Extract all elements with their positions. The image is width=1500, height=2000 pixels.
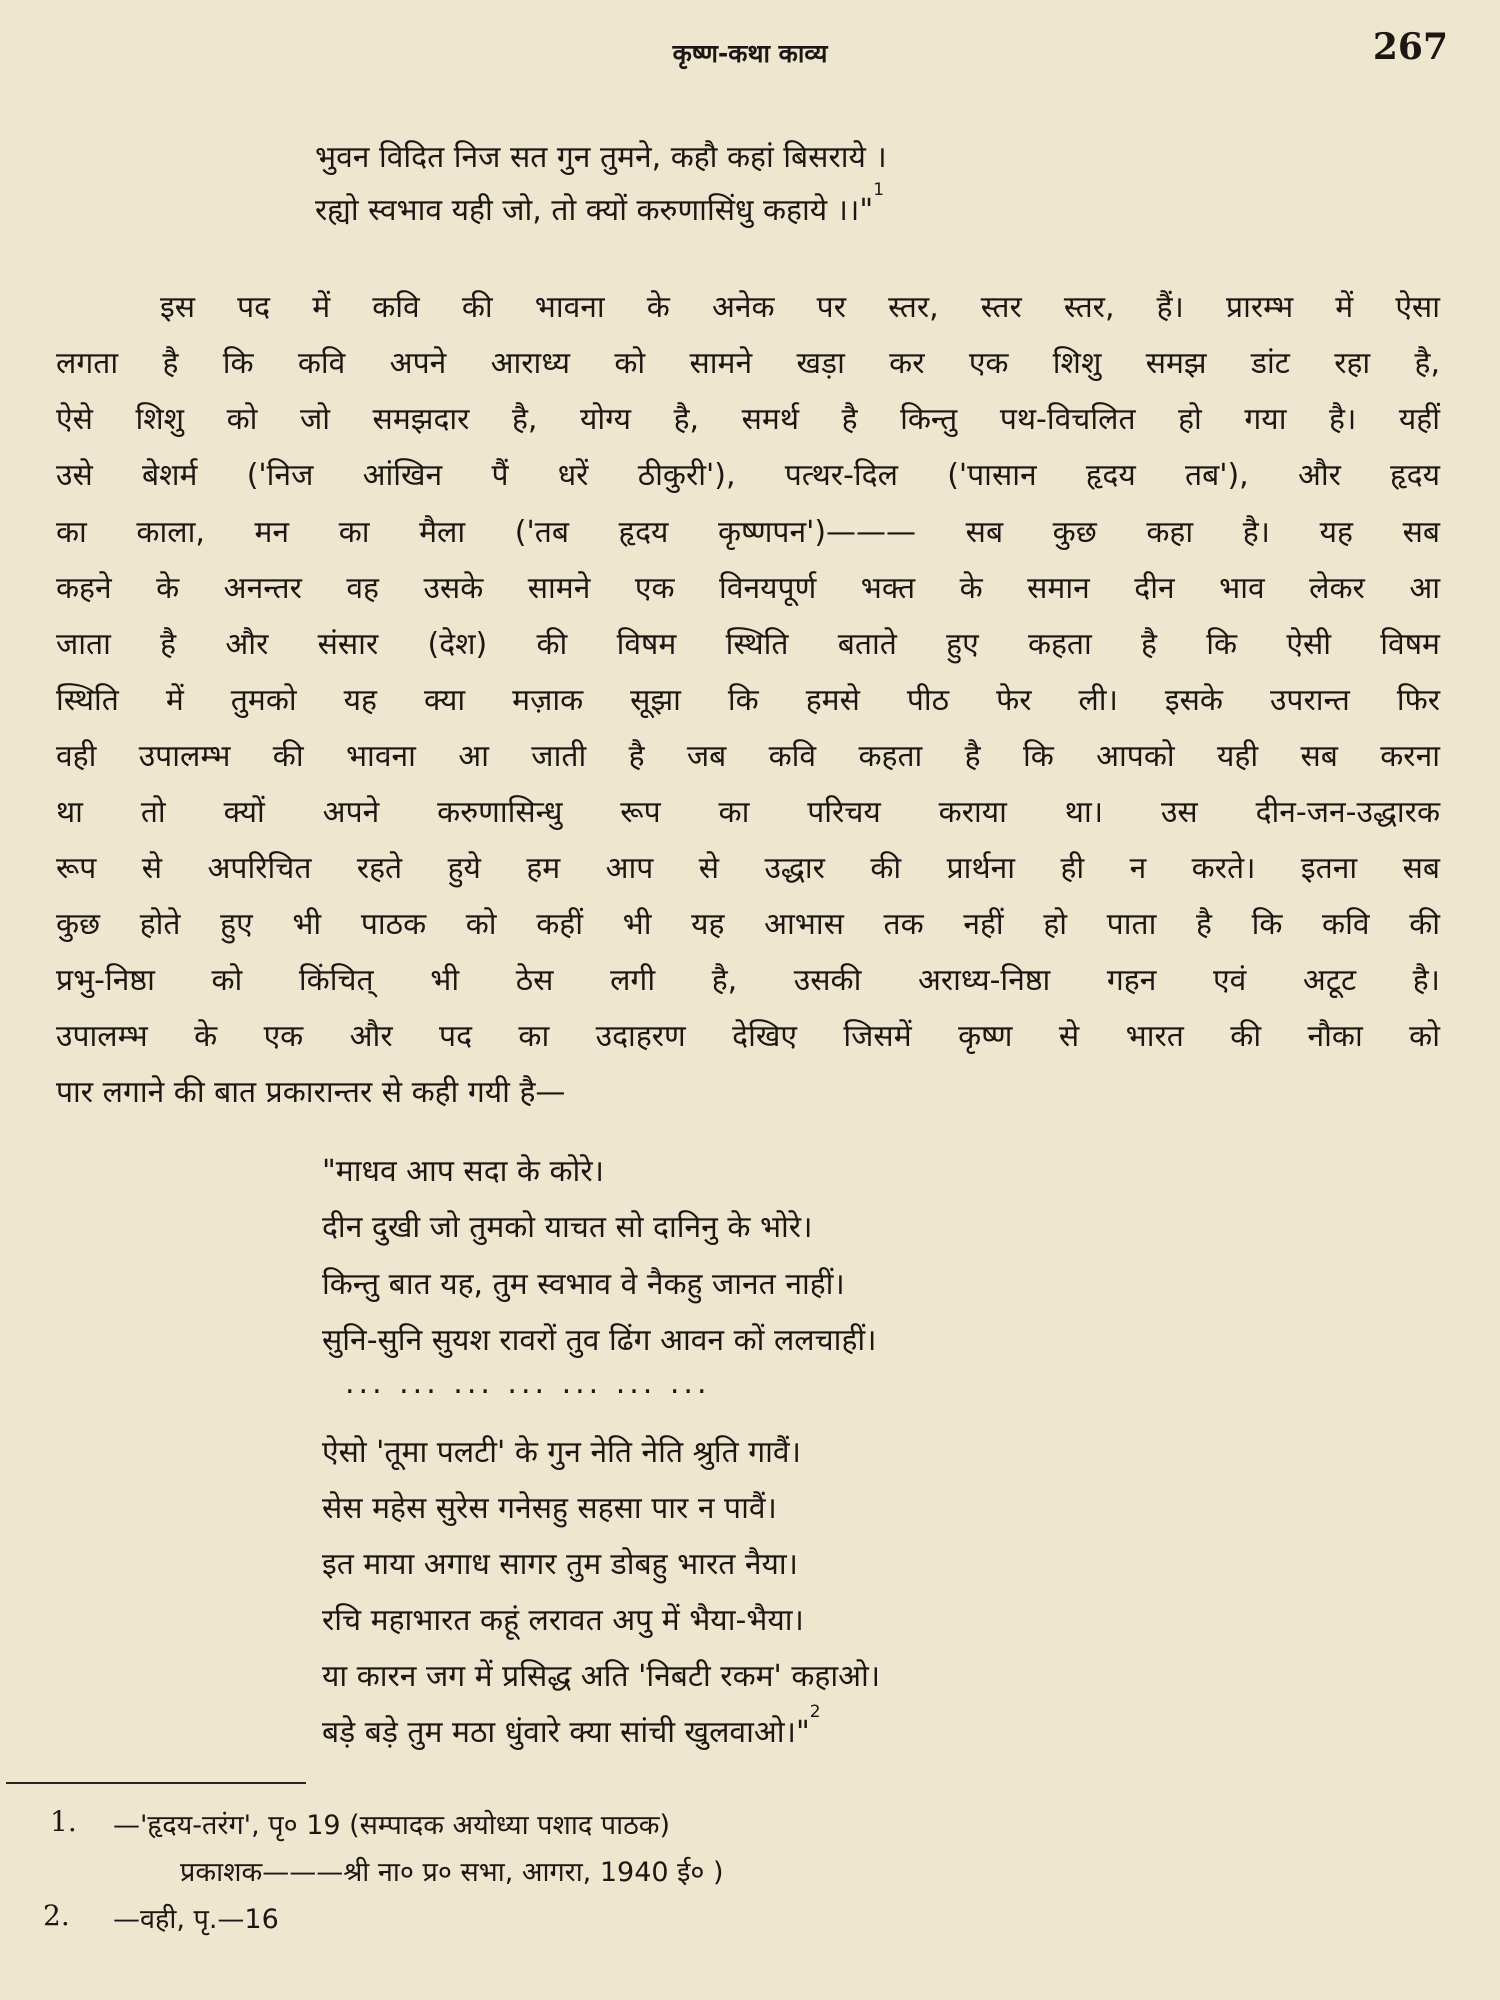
verse-ellipsis: ... ... ... ... ... ... ... <box>345 1366 711 1401</box>
prose-line: उसे बेशर्म ('निज आंखिन पैं धरें ठीकुरी'), पत्थर-दिल ('पासान हृदय तब'), और हृदय <box>56 458 1440 493</box>
verse-line: सेस महेस सुरेस गनेसहु सहसा पार न पावैं। <box>322 1491 777 1526</box>
prose-line: इस पद में कवि की भावना के अनेक पर स्तर, स्तर स्तर, हैं। प्रारम्भ में ऐसा <box>160 290 1440 325</box>
footnote-number: 2. <box>43 1899 70 1932</box>
verse-line: रचि महाभारत कहूं लरावत अपु में भैया-भैया। <box>322 1603 804 1638</box>
verse-line <box>322 1702 821 1751</box>
prose-line: ऐसे शिशु को जो समझदार है, योग्य है, समर्थ है किन्तु पथ-विचलित हो गया है। यहीं <box>56 402 1440 437</box>
prose-line: पार लगाने की बात प्रकारान्तर से कही गयी है— <box>56 1075 566 1110</box>
verse-line: या कारन जग में प्रसिद्ध अति 'निबटी रकम' कहाओ। <box>322 1659 881 1694</box>
footnote-ref-2: 2 <box>809 1702 821 1722</box>
verse-line <box>315 180 885 229</box>
prose-line: लगता है कि कवि अपने आराध्य को सामने खड़ा कर एक शिशु समझ डांट रहा है, <box>56 346 1440 381</box>
verse-line-text: रह्यो स्वभाव यही जो, तो क्यों करुणासिंधु कहाये ।।" <box>315 193 874 228</box>
verse-line: इत माया अगाध सागर तुम डोबहु भारत नैया। <box>322 1547 799 1582</box>
verse-line: दीन दुखी जो तुमको याचत सो दानिनु के भोरे। <box>322 1210 813 1245</box>
prose-line: वही उपालम्भ की भावना आ जाती है जब कवि कहता है कि आपको यही सब करना <box>56 739 1440 774</box>
prose-line: रूप से अपरिचित रहते हुये हम आप से उद्धार की प्रार्थना ही न करते। इतना सब <box>56 851 1440 886</box>
prose-line: प्रभु-निष्ठा को किंचित् भी ठेस लगी है, उसकी अराध्य-निष्ठा गहन एवं अटूट है। <box>56 963 1440 998</box>
page-number: 267 <box>1372 26 1448 68</box>
verse-line: किन्तु बात यह, तुम स्वभाव वे नैकहु जानत नाहीं। <box>322 1267 845 1302</box>
prose-line: था तो क्यों अपने करुणासिन्धु रूप का परिचय कराया था। उस दीन-जन-उद्धारक <box>56 795 1440 830</box>
verse-line: ऐसो 'तूमा पलटी' के गुन नेति नेति श्रुति गावैं। <box>322 1435 801 1470</box>
verse-line: "माधव आप सदा के कोरे। <box>322 1154 604 1189</box>
footnote-text: प्रकाशक———श्री ना० प्र० सभा, आगरा, 1940 ई० ) <box>180 1857 724 1888</box>
prose-line: का काला, मन का मैला ('तब हृदय कृष्णपन')——— सब कुछ कहा है। यह सब <box>56 515 1440 550</box>
footnote-text: —'हृदय-तरंग', पृ० 19 (सम्पादक अयोध्या पशाद पाठक) <box>113 1810 671 1841</box>
footnote-text: —वही, पृ.—16 <box>113 1904 279 1935</box>
prose-line: उपालम्भ के एक और पद का उदाहरण देखिए जिसमें कृष्ण से भारत की नौका को <box>56 1019 1440 1054</box>
verse-line-text: बड़े बड़े तुम मठा धुंवारे क्या सांची खुलवाओ।" <box>322 1715 810 1750</box>
footnote-ref-1: 1 <box>873 180 885 200</box>
footnote-divider <box>6 1782 306 1784</box>
prose-line: कहने के अनन्तर वह उसके सामने एक विनयपूर्ण भक्त के समान दीन भाव लेकर आ <box>56 571 1440 606</box>
prose-line: कुछ होते हुए भी पाठक को कहीं भी यह आभास तक नहीं हो पाता है कि कवि की <box>56 907 1440 942</box>
running-header: कृष्ण-कथा काव्य <box>672 39 828 68</box>
verse-line: सुनि-सुनि सुयश रावरों तुव ढिंग आवन कों ललचाहीं। <box>322 1323 877 1358</box>
prose-line: जाता है और संसार (देश) की विषम स्थिति बताते हुए कहता है कि ऐसी विषम <box>56 627 1440 662</box>
prose-line: स्थिति में तुमको यह क्या मज़ाक सूझा कि हमसे पीठ फेर ली। इसके उपरान्त फिर <box>56 683 1440 718</box>
verse-line: भुवन विदित निज सत गुन तुमने, कहौ कहां बिसराये । <box>315 140 887 175</box>
footnote-number: 1. <box>50 1805 77 1838</box>
